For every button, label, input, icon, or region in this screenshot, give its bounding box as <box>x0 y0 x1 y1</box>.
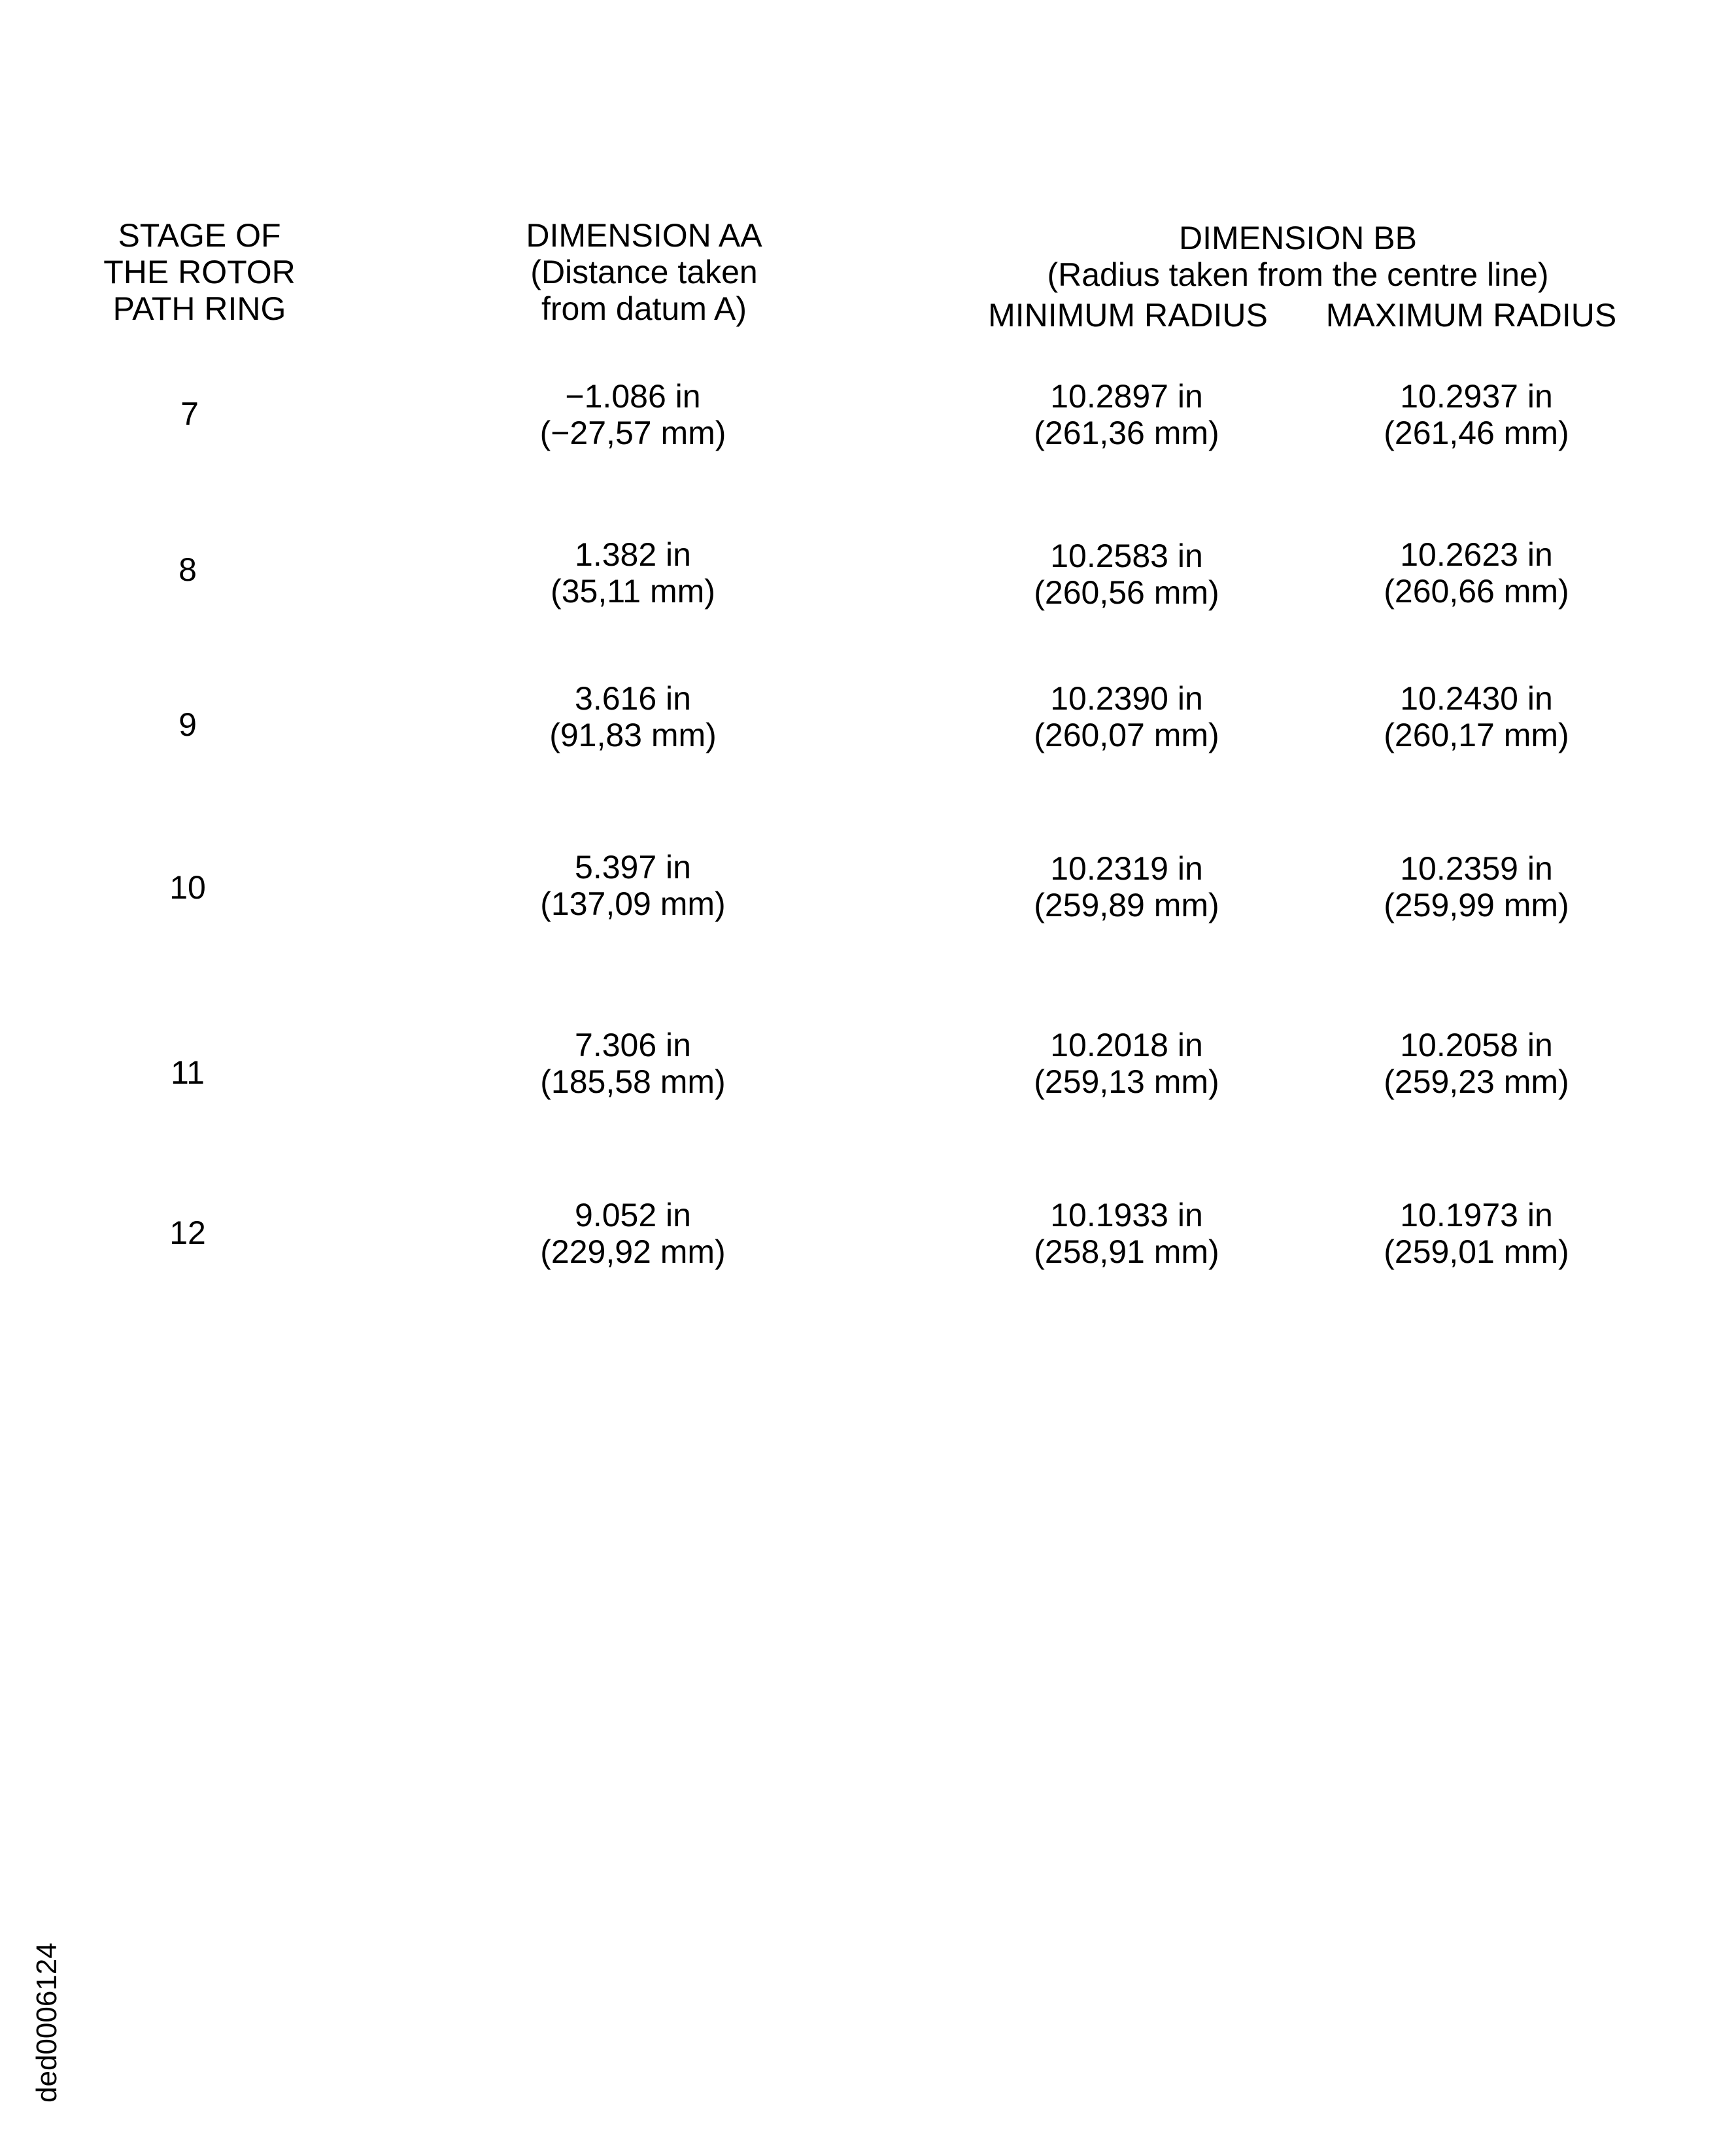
maximum-radius-cell: 10.2623 in (260,66 mm) <box>1384 536 1569 610</box>
stage-cell: 7 <box>180 396 199 432</box>
header-dimension-aa: DIMENSION AA (Distance taken from datum A) <box>526 217 762 327</box>
header-stage: STAGE OF THE ROTOR PATH RING <box>103 217 296 327</box>
dimension-aa-cell: 9.052 in (229,92 mm) <box>540 1197 726 1270</box>
dimension-aa-cell: −1.086 in (−27,57 mm) <box>539 378 726 451</box>
minimum-radius-cell: 10.2390 in (260,07 mm) <box>1034 680 1219 753</box>
maximum-radius-cell: 10.2359 in (259,99 mm) <box>1384 850 1569 923</box>
maximum-radius-cell: 10.2430 in (260,17 mm) <box>1384 680 1569 753</box>
maximum-radius-cell: 10.2058 in (259,23 mm) <box>1384 1027 1569 1100</box>
dimension-aa-cell: 1.382 in (35,11 mm) <box>551 536 715 610</box>
dimension-aa-cell: 5.397 in (137,09 mm) <box>540 849 726 922</box>
minimum-radius-cell: 10.1933 in (258,91 mm) <box>1034 1197 1219 1270</box>
header-maximum-radius: MAXIMUM RADIUS <box>1325 297 1617 334</box>
minimum-radius-cell: 10.2319 in (259,89 mm) <box>1034 850 1219 923</box>
header-minimum-radius: MINIMUM RADIUS <box>988 297 1268 334</box>
maximum-radius-cell: 10.2937 in (261,46 mm) <box>1384 378 1569 451</box>
stage-cell: 11 <box>171 1054 205 1091</box>
dimension-aa-cell: 7.306 in (185,58 mm) <box>540 1027 726 1100</box>
stage-cell: 8 <box>179 551 197 588</box>
stage-cell: 9 <box>179 706 197 743</box>
figure-id: ded0006124 <box>31 1942 63 2103</box>
stage-cell: 12 <box>169 1214 206 1251</box>
maximum-radius-cell: 10.1973 in (259,01 mm) <box>1384 1197 1569 1270</box>
dimension-aa-cell: 3.616 in (91,83 mm) <box>549 680 717 753</box>
minimum-radius-cell: 10.2018 in (259,13 mm) <box>1034 1027 1219 1100</box>
minimum-radius-cell: 10.2583 in (260,56 mm) <box>1034 538 1219 611</box>
stage-cell: 10 <box>169 869 206 906</box>
minimum-radius-cell: 10.2897 in (261,36 mm) <box>1034 378 1219 451</box>
header-dimension-bb: DIMENSION BB (Radius taken from the centre line) <box>1047 220 1549 293</box>
